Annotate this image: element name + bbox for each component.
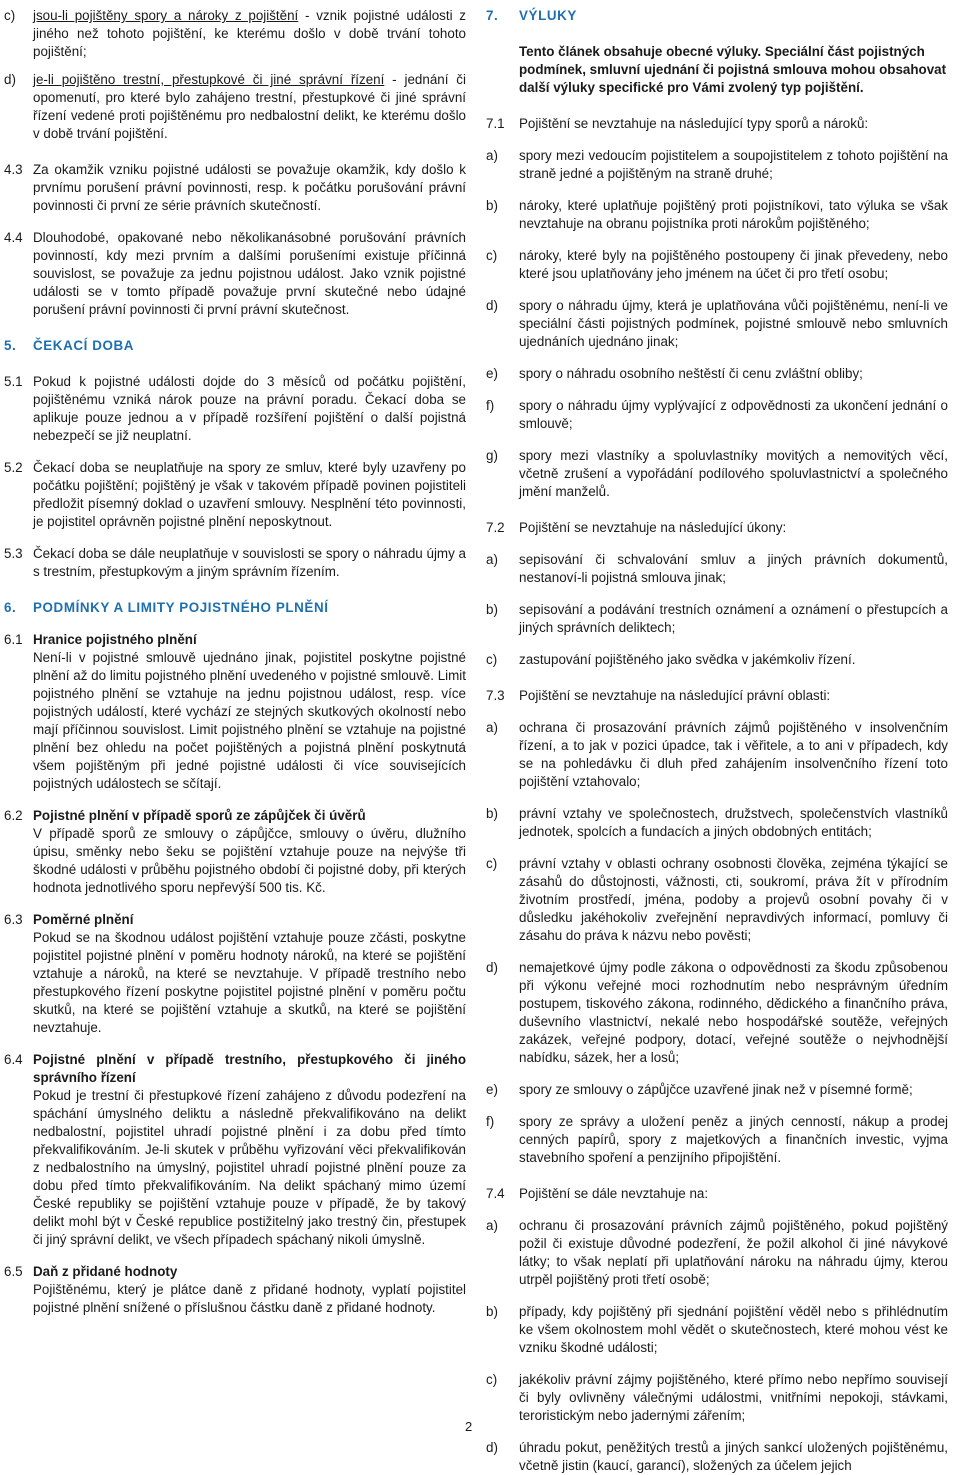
paragraph-number: 5.2 <box>4 460 23 475</box>
list-item-label: g) <box>486 448 498 463</box>
paragraph-5-3 <box>4 545 466 581</box>
list-item-text: spory ze správy a uložení peněz a jiných cenností, nákup a prodej cenných papírů, spory z majetkových a finančních investic, vyjma stavebního spoření a penzijního připojištění. <box>519 1114 948 1165</box>
list-item-label: a) <box>486 720 498 735</box>
list-item-text: případy, kdy pojištěný při sjednání pojištění věděl nebo s přihlédnutím ke všem okolnostem mohl vědět o skutečnostech, které mohou vést ke vzniku škodné události; <box>519 1304 948 1355</box>
list-item-label: d) <box>486 298 498 313</box>
list-item <box>486 1371 948 1425</box>
list-item-label: d) <box>486 960 498 975</box>
list-item <box>486 1217 948 1289</box>
paragraph-title: Pojistné plnění v případě trestního, přestupkového či jiného správního řízení <box>33 1052 466 1085</box>
paragraph-text: Pokud je trestní či přestupkové řízení zahájeno z důvodu podezření na spáchání úmyslného deliktu a následně překvalifikováno na delikt nedbalostní, pojistitel uhradí pojistné plnění i za dobu před tímto překvalifikováním. Je-li skutek v průběhu vyřizování věci překvalifikován z nedbalostního na úmyslný, pojistitel uhradí pojistné plnění pouze za dobu před tímto překvalifikováním. Na delikt spáchaný mimo území České republiky se pojištění vztahuje pouze v případě, že by takový delikt mohl být v České republice postižitelný jako trestný čin, přestupek či jiný správní delikt, ve všech případech spáchaný nikoli úmyslně. <box>33 1088 466 1247</box>
list-7-4 <box>486 1217 948 1475</box>
list-item-label: a) <box>486 148 498 163</box>
list-item <box>486 651 948 669</box>
list-item-text: spory o náhradu újmy, která je uplatňována vůči pojištěnému, není-li ve speciální části pojistných podmínek, pojistné smlouvě nebo smluvních ujednáních ujednáno jinak; <box>519 298 948 349</box>
list-item-text: spory o náhradu osobního neštěstí či cenu zvláštní obliby; <box>519 366 863 381</box>
list-item <box>486 297 948 351</box>
list-item-text: právní vztahy v oblasti ochrany osobnosti člověka, zejména týkající se zásahů do důstojnosti, vážnosti, cti, soukromí, práva žít v přírodním životním prostředí, jména, podoby a projevů osobní povahy či v důsledku jakéhokoliv zveřejnění nepravdivých informací, pomluvy či zásahu do práva k názvu nebo pověsti; <box>519 856 948 943</box>
paragraph-text: Čekací doba se neuplatňuje na spory ze smluv, které byly uzavřeny po počátku pojištění; pojištěný je však v takovém případě povinen pojistiteli předložit písemný doklad o uzavření smlouvy. Nesplnění této povinnosti, je pojistitel oprávněn pojistné plnění neposkytnout. <box>33 460 466 529</box>
list-item-label: c) <box>486 652 498 667</box>
paragraph-number: 6.1 <box>4 632 23 647</box>
clause-label: c) <box>4 8 16 23</box>
list-item-label: a) <box>486 552 498 567</box>
list-item <box>486 601 948 637</box>
list-item-text: nemajetkové újmy podle zákona o odpovědnosti za škodu způsobenou při výkonu veřejné moci rozhodnutím nebo nesprávným úředním postupem, tiskového zákona, rodinného, dědického a finančního práva, duševního vlastnictví, nekalé nebo hospodářské soutěže, veřejných zakázek, veřejné podpory, dotací, veřejné soutěže o nejvhodnější nabídku, sázek, her a losů; <box>519 960 948 1065</box>
list-item-text: úhradu pokut, peněžitých trestů a jiných sankcí uložených pojištěnému, včetně jistin (kaucí, garancí), složených za účelem jejich <box>519 1440 948 1473</box>
paragraph-5-2 <box>4 459 466 531</box>
list-7-3 <box>486 719 948 1167</box>
paragraph-number: 5.3 <box>4 546 23 561</box>
paragraph-text: Dlouhodobé, opakované nebo několikanásobné porušování právních povinností, kdy mezi prvním a dalšími porušeními existuje příčinná souvislost, se považuje za jednu pojistnou událost. Jako vznik pojistné události se v tomto případě považuje první skutečné nebo údajné porušení právní povinnosti či první právní skutečnost. <box>33 230 466 317</box>
list-item-text: nároky, které byly na pojištěného postoupeny či jinak převedeny, nebo které jsou uplatňovány jeho jménem na účet či pro třetí osobu; <box>519 248 948 281</box>
section-title: ČEKACÍ DOBA <box>33 338 135 353</box>
list-item-label: b) <box>486 602 498 617</box>
list-item-text: právní vztahy ve společnostech, družstvech, společenstvích vlastníků jednotek, spolcích a fundacích a jiných obdobných entitách; <box>519 806 948 839</box>
paragraph-text: Pojištění se dále nevztahuje na: <box>519 1186 709 1201</box>
paragraph-number: 6.2 <box>4 808 23 823</box>
clause-condition: jsou-li pojištěny spory a nároky z pojištění <box>33 8 299 23</box>
clause-d <box>4 71 466 143</box>
list-item <box>486 719 948 791</box>
paragraph-number: 4.3 <box>4 162 23 177</box>
paragraph-number: 5.1 <box>4 374 23 389</box>
list-item <box>486 365 948 383</box>
paragraph-text: Pokud k pojistné události dojde do 3 měsíců od počátku pojištění, pojištěnému vzniká nárok pouze na právní poradu. Čekací doba se aplikuje pouze jednou a v případě rozšíření pojištění o další pojistná nebezpečí se již neuplatní. <box>33 374 466 443</box>
paragraph-text: Pokud se na škodnou událost pojištění vztahuje pouze zčásti, poskytne pojistitel pojistné plnění v poměru hodnoty nároků, na které se pojištění vztahuje a nároků, na které se nevztahuje. V případě trestního nebo přestupkového řízení poskytne pojistitel pojistné plnění v poměru počtu skutků, na které se pojištění vztahuje a skutků, na které se pojištění nevztahuje. <box>33 930 466 1035</box>
paragraph-number: 6.3 <box>4 912 23 927</box>
paragraph-6-5 <box>4 1263 466 1317</box>
list-item <box>486 397 948 433</box>
list-item-text: nároky, které uplatňuje pojištěný proti pojistníkovi, tato výluka se však nevztahuje na obranu pojistníka proti nárokům pojištěného; <box>519 198 948 231</box>
paragraph-text: Pojištění se nevztahuje na následující úkony: <box>519 520 787 535</box>
clause-label: d) <box>4 72 16 87</box>
paragraph-7-2 <box>486 519 948 537</box>
list-item-text: spory ze smlouvy o zápůjčce uzavřené jinak než v písemné formě; <box>519 1082 913 1097</box>
paragraph-number: 7.3 <box>486 688 505 703</box>
list-item-label: c) <box>486 1372 498 1387</box>
list-item-label: d) <box>486 1440 498 1455</box>
list-item-label: c) <box>486 248 498 263</box>
clause-condition: je-li pojištěno trestní, přestupkové či jiné správní řízení <box>33 72 385 87</box>
list-item-text: jakékoliv právní zájmy pojištěného, které přímo nebo nepřímo souvisejí či byly ovlivněny válečnými událostmi, vnitřními nepokoji, stávkami, teroristickým nebo jadernými zářením; <box>519 1372 948 1423</box>
paragraph-7-4 <box>486 1185 948 1203</box>
section-title: PODMÍNKY A LIMITY POJISTNÉHO PLNĚNÍ <box>33 600 329 615</box>
paragraph-text: Pojištěnému, který je plátce daně z přidané hodnoty, vyplatí pojistitel pojistné plnění snížené o příslušnou částku daně z přidané hodnoty. <box>33 1282 466 1315</box>
list-item-label: a) <box>486 1218 498 1233</box>
list-item-label: f) <box>486 1114 495 1129</box>
paragraph-6-2 <box>4 807 466 897</box>
section-number: 7. <box>486 8 499 23</box>
paragraph-text: Není-li v pojistné smlouvě ujednáno jinak, pojistitel poskytne pojistné plnění až do limitu pojistného plnění uvedeného v pojistné smlouvě. Limit pojistného plnění se vztahuje na jednu pojistnou událost, resp. více pojistných událostí, které vychází ze stejných skutkových okolností nebo mají příčinnou souvislost. Limit pojistného plnění se vztahuje na pojistné plnění bez ohledu na počet pojištěných a pojistná plnění poskytnutá všem pojištěným při jedné pojistné události či více souvisejících pojistných událostech se sčítají. <box>33 650 466 791</box>
paragraph-5-1 <box>4 373 466 445</box>
paragraph-6-1 <box>4 631 466 793</box>
list-item-text: ochrana či prosazování právních zájmů pojištěného v insolvenčním řízení, a to jak v pozici úpadce, tak i věřitele, a to ani v případech, kdy se na pohledávku či dluh před zahájením insolvenčního řízení toto pojištění vztahovalo; <box>519 720 948 789</box>
section-heading-6 <box>4 599 466 617</box>
list-item-text: sepisování či schvalování smluv a jiných právních dokumentů, nestanoví-li pojistná smlouva jinak; <box>519 552 948 585</box>
list-item-label: b) <box>486 1304 498 1319</box>
clause-c <box>4 7 466 61</box>
list-item <box>486 805 948 841</box>
paragraph-text: Čekací doba se dále neuplatňuje v souvislosti se spory o náhradu újmy a s trestním, přestupkovým a jiným správním řízením. <box>33 546 466 579</box>
section-heading-7 <box>486 7 948 25</box>
paragraph-number: 6.5 <box>4 1264 23 1279</box>
list-item-label: c) <box>486 856 498 871</box>
left-column <box>4 7 466 1317</box>
paragraph-7-3 <box>486 687 948 705</box>
paragraph-title: Pojistné plnění v případě sporů ze zápůjček či úvěrů <box>33 808 366 823</box>
list-item <box>486 959 948 1067</box>
list-7-1 <box>486 147 948 501</box>
section-number: 5. <box>4 338 17 353</box>
list-item-label: b) <box>486 198 498 213</box>
paragraph-text: Pojištění se nevztahuje na následující právní oblasti: <box>519 688 831 703</box>
list-7-2 <box>486 551 948 669</box>
list-item-text: ochranu či prosazování právních zájmů pojištěného, pokud pojištěný požil či existuje důvodné podezření, že požil alkohol či jiné návykové látky; to však neplatí při uplatňování nároku na náhradu újmy, kterou utrpěl pojištěný proti třetí osobě; <box>519 1218 948 1287</box>
list-item-text: zastupování pojištěného jako svědka v jakémkoliv řízení. <box>519 652 856 667</box>
paragraph-4-3 <box>4 161 466 215</box>
paragraph-text: V případě sporů ze smlouvy o zápůjčce, smlouvy o úvěru, dlužního úpisu, směnky nebo šeku se pojištění vztahuje pouze na nejvýše tři škodné události v průběhu pojistného období či pojistné doby, při kterých hodnota jednotlivého sporu nepřevýší 500 tis. Kč. <box>33 826 466 895</box>
right-column <box>486 7 948 1475</box>
list-item-label: e) <box>486 366 498 381</box>
list-item <box>486 1439 948 1475</box>
list-item <box>486 1113 948 1167</box>
list-item-text: spory o náhradu újmy vyplývající z odpovědnosti za ukončení jednání o smlouvě; <box>519 398 948 431</box>
paragraph-6-3 <box>4 911 466 1037</box>
page-number: 2 <box>465 1419 473 1434</box>
list-item <box>486 1081 948 1099</box>
paragraph-title: Daň z přidané hodnoty <box>33 1264 178 1279</box>
clause-text: - vznik pojistné události z jiného než tohoto pojištění, ke kterému došlo v době trvání tohoto pojištění; <box>33 8 466 59</box>
list-item <box>486 247 948 283</box>
list-item <box>486 1303 948 1357</box>
list-item-label: e) <box>486 1082 498 1097</box>
paragraph-number: 7.1 <box>486 116 505 131</box>
list-item-label: f) <box>486 398 495 413</box>
list-item <box>486 447 948 501</box>
paragraph-6-4 <box>4 1051 466 1249</box>
section-title: VÝLUKY <box>519 8 577 23</box>
clause-text: - jednání či opomenutí, pro které bylo zahájeno trestní, přestupkové či jiné správní řízení vedené proti pojištěnému pro nedbalostní delikt, ke kterému došlo v době trvání pojištění. <box>33 72 466 141</box>
section-heading-5 <box>4 337 466 355</box>
paragraph-number: 4.4 <box>4 230 23 245</box>
list-item <box>486 855 948 945</box>
paragraph-title: Hranice pojistného plnění <box>33 632 197 647</box>
paragraph-text: Pojištění se nevztahuje na následující typy sporů a nároků: <box>519 116 869 131</box>
list-item-text: sepisování a podávání trestních oznámení a oznámení o přestupcích a jiných správních deliktech; <box>519 602 948 635</box>
list-item <box>486 197 948 233</box>
paragraph-text: Za okamžik vzniku pojistné události se považuje okamžik, kdy došlo k prvnímu porušení právní povinnosti, resp. k počátku porušování právní povinnosti či první ze série právních skutečností. <box>33 162 466 213</box>
paragraph-7-1 <box>486 115 948 133</box>
paragraph-number: 6.4 <box>4 1052 23 1067</box>
paragraph-number: 7.2 <box>486 520 505 535</box>
list-item <box>486 551 948 587</box>
section-number: 6. <box>4 600 17 615</box>
paragraph-number: 7.4 <box>486 1186 505 1201</box>
list-item <box>486 147 948 183</box>
list-item-text: spory mezi vlastníky a spoluvlastníky movitých a nemovitých věcí, včetně zrušení a vypořádání podílového spoluvlastnictví a společného jmění manželů. <box>519 448 948 499</box>
paragraph-4-4 <box>4 229 466 319</box>
list-item-text: spory mezi vedoucím pojistitelem a soupojistitelem z tohoto pojištění na straně jedné a pojištěným na straně druhé; <box>519 148 948 181</box>
section-intro: Tento článek obsahuje obecné výluky. Speciální část pojistných podmínek, smluvní ujednání či pojistná smlouva mohou obsahovat další výluky specifické pro Vámi zvolený typ pojištění. <box>519 44 947 95</box>
paragraph-title: Poměrné plnění <box>33 912 134 927</box>
list-item-label: b) <box>486 806 498 821</box>
